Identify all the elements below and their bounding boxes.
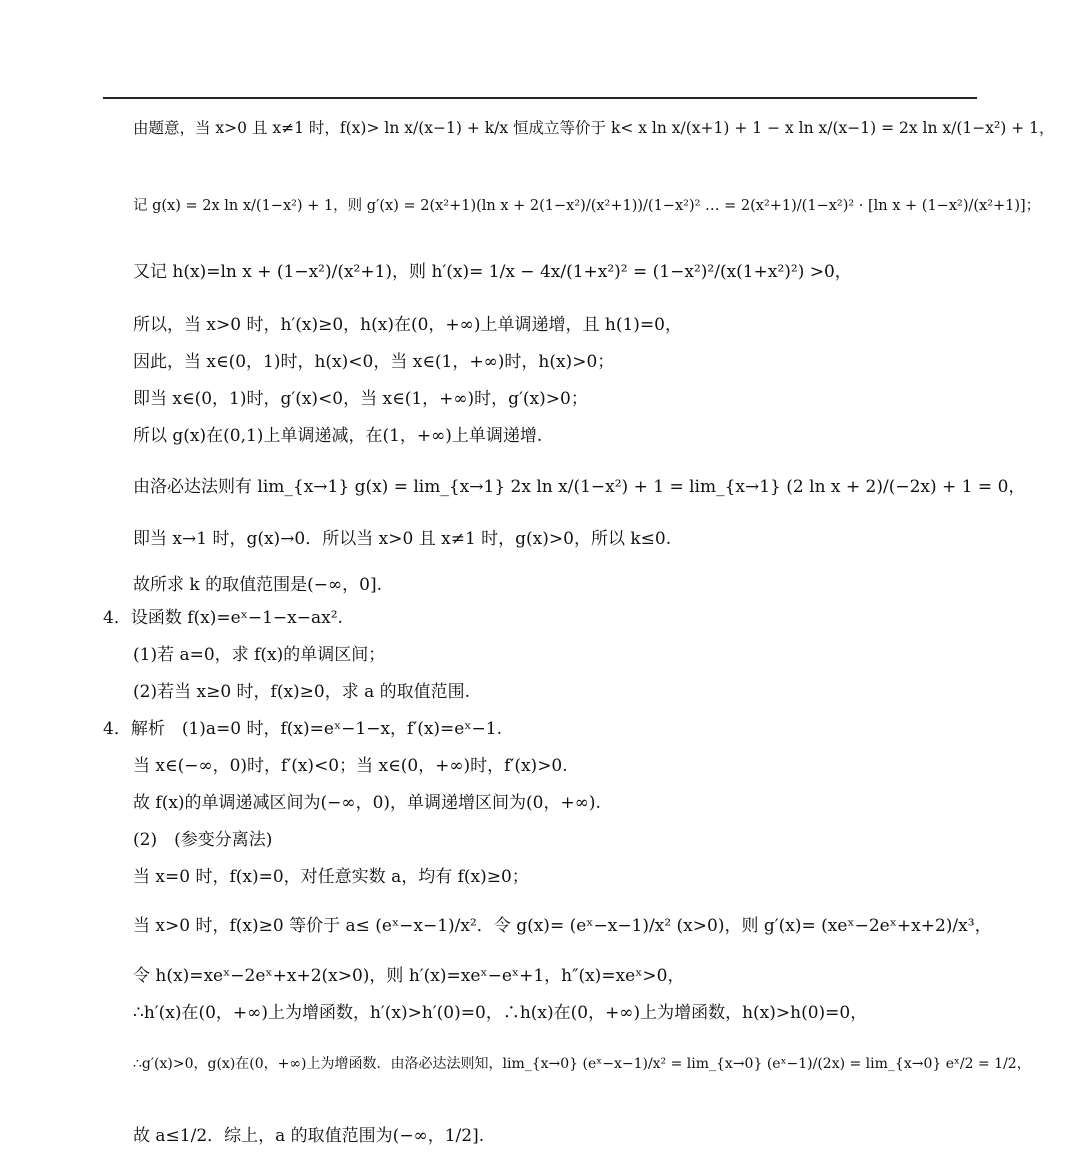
text-line: 故所求 k 的取值范围是(−∞，0]. [133,575,382,595]
problem-4-stem: 4．设函数 f(x)=eˣ−1−x−ax². [103,608,343,628]
text-line: 故 f(x)的单调递减区间为(−∞，0)，单调递增区间为(0，+∞). [133,793,601,813]
text-line: 所以，当 x>0 时，h′(x)≥0，h(x)在(0，+∞)上单调递增，且 h(1)=0， [133,315,682,335]
solution-4-heading: 4．解析 (1)a=0 时，f(x)=eˣ−1−x，f′(x)=eˣ−1. [103,719,503,739]
text-line: 故 a≤1/2．综上，a 的取值范围为(−∞，1/2]. [133,1126,485,1146]
text-line: (2) (参变分离法) [133,830,273,850]
problem-4-part-2: (2)若当 x≥0 时，f(x)≥0，求 a 的取值范围. [133,682,471,702]
text-line: 因此，当 x∈(0，1)时，h(x)<0，当 x∈(1，+∞)时，h(x)>0； [133,352,615,372]
text-line: 由题意，当 x>0 且 x≠1 时，f(x)> ln x/(x−1) + k/x 恒成立等价于 k< x ln x/(x+1) + 1 − x ln x/(x−1) = 2x ln x/(1−x²) + 1， [133,119,1055,137]
text-line: 当 x=0 时，f(x)=0，对任意实数 a，均有 f(x)≥0； [133,867,529,887]
header-rule [103,97,977,99]
text-line: 令 h(x)=xeˣ−2eˣ+x+2(x>0)，则 h′(x)=xeˣ−eˣ+1，h″(x)=xeˣ>0， [133,966,685,986]
text-line: 所以 g(x)在(0,1)上单调递减，在(1，+∞)上单调递增. [133,426,543,446]
text-line: ∴h′(x)在(0，+∞)上为增函数，h′(x)>h′(0)=0，∴h(x)在(0，+∞)上为增函数，h(x)>h(0)=0， [133,1003,868,1023]
problem-4-part-1: (1)若 a=0，求 f(x)的单调区间； [133,645,386,665]
text-line: 又记 h(x)=ln x + (1−x²)/(x²+1)，则 h′(x)= 1/x − 4x/(1+x²)² = (1−x²)²/(x(1+x²)²) >0， [133,262,852,282]
text-line: ∴g′(x)>0，g(x)在(0，+∞)上为增函数．由洛必达法则知，lim_{x→0} (eˣ−x−1)/x² = lim_{x→0} (eˣ−1)/(2x) = lim_{x→0} eˣ/2 = 1/2， [133,1056,1031,1072]
text-line: 由洛必达法则有 lim_{x→1} g(x) = lim_{x→1} 2x ln x/(1−x²) + 1 = lim_{x→1} (2 ln x + 2)/(−2x) + 1 = 0， [133,477,1026,497]
text-line: 即当 x→1 时，g(x)→0．所以当 x>0 且 x≠1 时，g(x)>0，所以 k≤0. [133,529,672,549]
text-line: 即当 x∈(0，1)时，g′(x)<0，当 x∈(1，+∞)时，g′(x)>0； [133,389,588,409]
text-line: 当 x>0 时，f(x)≥0 等价于 a≤ (eˣ−x−1)/x²．令 g(x)= (eˣ−x−1)/x² (x>0)，则 g′(x)= (xeˣ−2eˣ+x+2)/x³， [133,916,992,936]
text-line: 记 g(x) = 2x ln x/(1−x²) + 1，则 g′(x) = 2(x²+1)(ln x + 2(1−x²)/(x²+1))/(1−x²)² … = 2(x²+1)/(1−x²)² · [ln x + (1−x²)/(x²+1)]； [133,198,1041,214]
text-line: 当 x∈(−∞，0)时，f′(x)<0；当 x∈(0，+∞)时，f′(x)>0. [133,756,568,776]
